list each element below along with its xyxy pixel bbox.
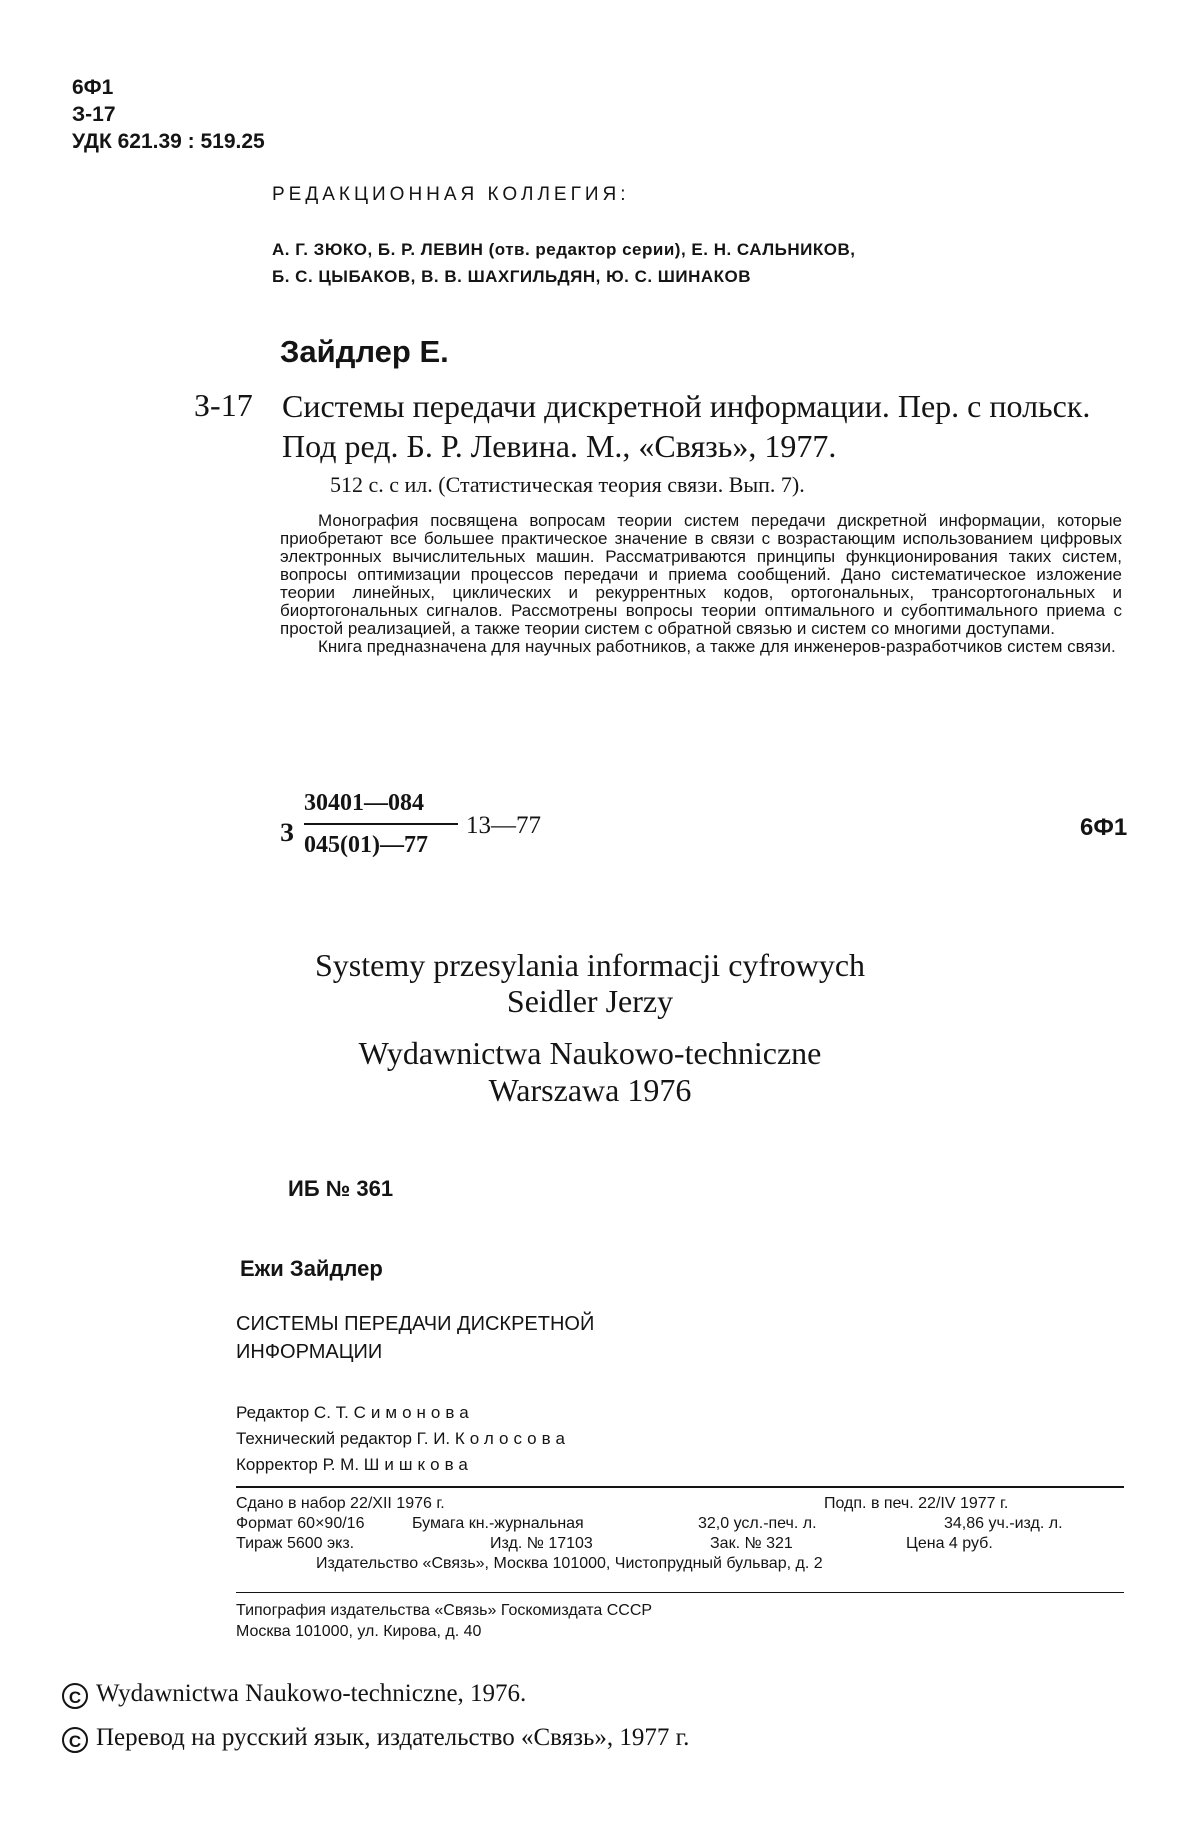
imprint-row-4 bbox=[236, 1554, 1124, 1574]
copyright-translation-text: Перевод на русский язык, издательство «Связь», 1977 г. bbox=[96, 1724, 690, 1751]
abstract-paragraph-2: Книга предназначена для научных работников, а также для инженеров-разработчиков систем связи. bbox=[318, 637, 1116, 656]
submitted-date: Сдано в набор 22/XII 1976 г. bbox=[236, 1495, 445, 1512]
staff-surname: Колосова bbox=[454, 1429, 570, 1448]
imprint-author: Ежи Зайдлер bbox=[240, 1256, 383, 1281]
abstract-paragraph-1: Монография посвящена вопросам теории систем передачи дискретной информации, которые приобретают все большее практическое значение в связи с возрастающим использованием цифровых электронных вычислительных машин. Рассматриваются принципы функционирования таких систем, вопросы оптимизации процессов передачи и приема сообщений. Дано систематическое изложение теории линейных, циклических и рекуррентных кодов, ортогональных, трансортогональных и биортогональных сигналов. Рассмотрены вопросы теории оптимального и субоптимального приема с простой реализацией, а также теории систем с обратной связью и систем со многими доступами. bbox=[280, 511, 1122, 638]
staff-role: Технический редактор bbox=[236, 1429, 412, 1448]
printer-info bbox=[236, 1600, 652, 1642]
imprint-title-line-2: ИНФОРМАЦИИ bbox=[236, 1341, 383, 1363]
staff-surname: Симонова bbox=[353, 1403, 474, 1422]
format: Формат 60×90/16 bbox=[236, 1515, 365, 1532]
bbk-code: 6Ф1 bbox=[72, 76, 114, 99]
abstract bbox=[280, 512, 1122, 656]
price-suffix: 13—77 bbox=[466, 812, 541, 839]
staff-initials: С. Т. bbox=[313, 1403, 349, 1422]
publisher-address: Издательство «Связь», Москва 101000, Чистопрудный бульвар, д. 2 bbox=[316, 1555, 823, 1572]
author-mark: З-17 bbox=[72, 103, 116, 126]
editorial-board-members bbox=[272, 236, 856, 290]
original-author: Seidler Jerzy bbox=[506, 983, 674, 1019]
copyright-original bbox=[62, 1680, 526, 1709]
original-publisher: Wydawnictwa Naukowo-techniczne bbox=[358, 1035, 822, 1071]
print-run: Тираж 5600 экз. bbox=[236, 1535, 355, 1552]
catalog-title: Системы передачи дискретной информации. Пер. с польск. Под ред. Б. Р. Левина. М., «Связь», 1977. bbox=[282, 388, 1091, 464]
copyright-icon: C bbox=[62, 1683, 88, 1709]
imprint-divider-bottom bbox=[236, 1592, 1124, 1593]
price-numerator: 30401—084 bbox=[304, 790, 424, 816]
staff-role: Редактор bbox=[236, 1403, 310, 1422]
order-number: Зак. № 321 bbox=[710, 1535, 793, 1552]
copyright-icon: C bbox=[62, 1727, 88, 1753]
publisher-sheets: 34,86 уч.-изд. л. bbox=[944, 1515, 1063, 1532]
editorial-board-line-2: Б. С. ЦЫБАКОВ, В. В. ШАХГИЛЬДЯН, Ю. С. ШИНАКОВ bbox=[272, 267, 752, 286]
original-title: Systemy przesylania informacji cyfrowych bbox=[314, 947, 866, 983]
paper-type: Бумага кн.-журнальная bbox=[412, 1515, 584, 1532]
publication-number: Изд. № 17103 bbox=[490, 1535, 593, 1552]
staff-list bbox=[236, 1400, 570, 1478]
printer-line-1: Типография издательства «Связь» Госкомиздата СССР bbox=[236, 1602, 653, 1619]
catalog-description: 512 с. с ил. (Статистическая теория связи. Вып. 7). bbox=[330, 472, 805, 497]
imprint-row-3 bbox=[236, 1534, 1124, 1554]
editorial-board-heading: РЕДАКЦИОННАЯ КОЛЛЕГИЯ: bbox=[272, 184, 630, 205]
ib-number: ИБ № 361 bbox=[288, 1176, 394, 1201]
original-place-year: Warszawa 1976 bbox=[488, 1072, 692, 1108]
catalog-author: Зайдлер Е. bbox=[280, 334, 449, 369]
price: Цена 4 руб. bbox=[906, 1535, 993, 1552]
imprint-divider-top bbox=[236, 1486, 1124, 1488]
printer-line-2: Москва 101000, ул. Кирова, д. 40 bbox=[236, 1623, 482, 1640]
imprint-title bbox=[236, 1310, 594, 1366]
staff-initials: Г. И. bbox=[416, 1429, 451, 1448]
imprint-row-1 bbox=[236, 1494, 1124, 1514]
staff-role: Корректор bbox=[236, 1455, 318, 1474]
classification-block bbox=[72, 74, 265, 155]
imprint-details bbox=[236, 1494, 1124, 1574]
staff-proofreader bbox=[236, 1452, 570, 1478]
udc-code: УДК 621.39 : 519.25 bbox=[72, 130, 265, 153]
copyright-translation bbox=[62, 1724, 689, 1753]
imprint-row-2 bbox=[236, 1514, 1124, 1534]
staff-initials: Р. М. bbox=[322, 1455, 360, 1474]
catalog-code: З-17 bbox=[194, 387, 253, 423]
staff-surname: Шишкова bbox=[363, 1455, 473, 1474]
fraction-bar bbox=[304, 823, 458, 825]
price-denominator: 045(01)—77 bbox=[304, 832, 428, 858]
copyright-original-text: Wydawnictwa Naukowo-techniczne, 1976. bbox=[96, 1680, 527, 1707]
signed-date: Подп. в печ. 22/IV 1977 г. bbox=[824, 1495, 1009, 1512]
imprint-title-line-1: СИСТЕМЫ ПЕРЕДАЧИ ДИСКРЕТНОЙ bbox=[236, 1313, 595, 1335]
editorial-board-line-1: А. Г. ЗЮКО, Б. Р. ЛЕВИН (отв. редактор серии), Е. Н. САЛЬНИКОВ, bbox=[272, 240, 856, 259]
price-class: 6Ф1 bbox=[1080, 814, 1128, 841]
printed-sheets: 32,0 усл.-печ. л. bbox=[698, 1515, 817, 1532]
staff-tech-editor bbox=[236, 1426, 570, 1452]
staff-editor bbox=[236, 1400, 570, 1426]
price-prefix: З bbox=[280, 818, 294, 847]
